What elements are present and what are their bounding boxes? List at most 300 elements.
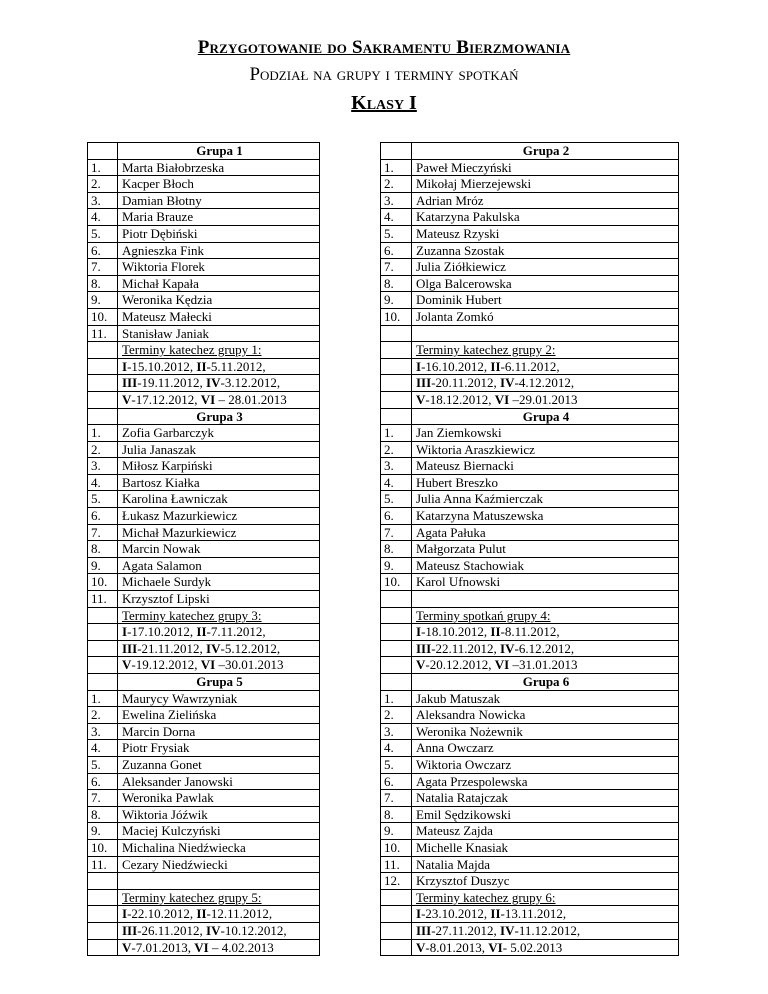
empty-cell [381, 657, 412, 674]
column-gap [320, 358, 381, 375]
table-row [88, 275, 679, 292]
table-row [88, 707, 679, 724]
table-row [88, 574, 679, 591]
member-name: Wiktoria Owczarz [412, 756, 679, 773]
member-number: 12. [381, 873, 412, 890]
terms-line [412, 640, 679, 657]
member-name: Krzysztof Duszyc [412, 873, 679, 890]
member-number: 11. [381, 856, 412, 873]
member-number: 6. [88, 773, 118, 790]
member-number: 6. [88, 242, 118, 259]
table-row [88, 159, 679, 176]
group-title: Grupa 4 [412, 408, 679, 425]
table-row [88, 690, 679, 707]
member-number: 7. [88, 790, 118, 807]
member-number: 2. [381, 441, 412, 458]
term-date: -11.12.2012, [514, 922, 581, 938]
member-name: Karol Ufnowski [412, 574, 679, 591]
terms-line [412, 939, 679, 956]
empty-cell [88, 607, 118, 624]
column-gap [320, 143, 381, 160]
term-roman-numeral: IV [206, 375, 221, 391]
member-name: Małgorzata Pulut [412, 541, 679, 558]
column-gap [320, 292, 381, 309]
term-date: -17.12.2012, [131, 391, 201, 407]
column-gap [320, 557, 381, 574]
term-roman-numeral: VI [494, 657, 510, 673]
empty-cell [381, 607, 412, 624]
column-gap [320, 657, 381, 674]
member-number: 1. [88, 690, 118, 707]
group-header-spacer [88, 674, 118, 691]
member-name: Wiktoria Araszkiewicz [412, 441, 679, 458]
term-date: -18.10.2012, [421, 624, 491, 640]
table-row [88, 640, 679, 657]
member-number: 3. [381, 723, 412, 740]
member-name: Agata Pałuka [412, 524, 679, 541]
column-gap [320, 391, 381, 408]
table-row [88, 889, 679, 906]
terms-label: Terminy spotkań grupy 4: [412, 607, 679, 624]
member-number: 3. [88, 458, 118, 475]
member-number: 9. [88, 823, 118, 840]
column-gap [320, 541, 381, 558]
member-number: 5. [88, 225, 118, 242]
empty-cell [88, 906, 118, 923]
member-name: Damian Błotny [118, 192, 320, 209]
table-row [88, 873, 679, 890]
column-gap [320, 790, 381, 807]
column-gap [320, 922, 381, 939]
member-name: Mikołaj Mierzejewski [412, 176, 679, 193]
empty-cell [381, 624, 412, 641]
column-gap [320, 259, 381, 276]
empty-cell [88, 342, 118, 359]
member-name: Weronika Kędzia [118, 292, 320, 309]
member-name: Natalia Majda [412, 856, 679, 873]
term-roman-numeral: VI [488, 939, 503, 955]
member-number: 4. [381, 209, 412, 226]
column-gap [320, 756, 381, 773]
table-row [88, 342, 679, 359]
term-roman-numeral: III [122, 375, 138, 391]
member-name: Krzysztof Lipski [118, 591, 320, 608]
column-gap [320, 624, 381, 641]
terms-line [118, 624, 320, 641]
member-name: Aleksandra Nowicka [412, 707, 679, 724]
member-number: 5. [381, 491, 412, 508]
member-number: 4. [381, 474, 412, 491]
term-date: -21.11.2012, [137, 640, 207, 656]
terms-line [412, 375, 679, 392]
member-number: 7. [381, 524, 412, 541]
table-row [88, 541, 679, 558]
term-date: -6.12.2012, [514, 640, 575, 656]
term-date: -19.11.2012, [137, 375, 207, 391]
member-name: Jan Ziemkowski [412, 425, 679, 442]
table-row [88, 308, 679, 325]
table-row [88, 143, 679, 160]
group-title: Grupa 1 [118, 143, 320, 160]
terms-line [412, 922, 679, 939]
term-date: -22.11.2012, [431, 640, 501, 656]
term-roman-numeral: II [490, 906, 501, 922]
table-row [88, 922, 679, 939]
member-number: 2. [381, 176, 412, 193]
group-header-spacer [381, 408, 412, 425]
member-name: Mateusz Małecki [118, 308, 320, 325]
term-date: -22.10.2012, [127, 906, 197, 922]
member-name: Anna Owczarz [412, 740, 679, 757]
term-roman-numeral: II [196, 624, 207, 640]
term-roman-numeral: III [416, 375, 432, 391]
term-date: -26.11.2012, [137, 922, 207, 938]
member-name: Katarzyna Matuszewska [412, 508, 679, 525]
column-gap [320, 939, 381, 956]
member-number: 1. [381, 159, 412, 176]
term-date: -4.12.2012, [514, 375, 575, 391]
term-date: – 28.01.2013 [215, 391, 287, 407]
term-date: – 4.02.2013 [208, 939, 274, 955]
member-name: Zuzanna Szostak [412, 242, 679, 259]
table-row [88, 740, 679, 757]
member-number: 2. [88, 707, 118, 724]
member-name: Kacper Błoch [118, 176, 320, 193]
member-number: 9. [381, 557, 412, 574]
member-number: 2. [88, 176, 118, 193]
terms-line [118, 939, 320, 956]
term-roman-numeral: IV [500, 375, 515, 391]
term-date: -23.10.2012, [421, 906, 491, 922]
member-number: 8. [381, 806, 412, 823]
table-row [88, 773, 679, 790]
member-number: 5. [381, 225, 412, 242]
group-header-spacer [88, 143, 118, 160]
column-gap [320, 690, 381, 707]
empty-cell [381, 906, 412, 923]
term-date: -20.11.2012, [431, 375, 501, 391]
column-gap [320, 856, 381, 873]
empty-cell [381, 640, 412, 657]
table-row [88, 906, 679, 923]
column-gap [320, 408, 381, 425]
group-title: Grupa 3 [118, 408, 320, 425]
member-number: 10. [381, 308, 412, 325]
member-name: Adrian Mróz [412, 192, 679, 209]
column-gap [320, 425, 381, 442]
member-number: 11. [88, 856, 118, 873]
term-roman-numeral: IV [500, 640, 515, 656]
member-number: 7. [381, 259, 412, 276]
term-date: -3.12.2012, [220, 375, 281, 391]
column-gap [320, 242, 381, 259]
table-row [88, 806, 679, 823]
member-name: Stanisław Janiak [118, 325, 320, 342]
table-row [88, 425, 679, 442]
member-number: 10. [381, 839, 412, 856]
term-roman-numeral: V [122, 657, 132, 673]
column-gap [320, 889, 381, 906]
column-gap [320, 275, 381, 292]
terms-line [412, 657, 679, 674]
member-number: 9. [381, 292, 412, 309]
empty-cell [88, 358, 118, 375]
term-roman-numeral: VI [194, 939, 209, 955]
empty-cell [412, 591, 679, 608]
member-name: Bartosz Kiałka [118, 474, 320, 491]
term-roman-numeral: III [122, 640, 138, 656]
terms-line [118, 375, 320, 392]
member-name: Agata Salamon [118, 557, 320, 574]
member-name: Mateusz Zajda [412, 823, 679, 840]
empty-cell [381, 342, 412, 359]
member-name: Piotr Frysiak [118, 740, 320, 757]
member-number: 1. [88, 159, 118, 176]
member-name: Marta Białobrzeska [118, 159, 320, 176]
group-title: Grupa 5 [118, 674, 320, 691]
table-row [88, 292, 679, 309]
table-row [88, 474, 679, 491]
terms-label: Terminy katechez grupy 1: [118, 342, 320, 359]
member-number: 8. [381, 541, 412, 558]
class-label: Klasy I [351, 92, 417, 114]
empty-cell [381, 922, 412, 939]
member-name: Olga Balcerowska [412, 275, 679, 292]
empty-cell [118, 873, 320, 890]
column-gap [320, 491, 381, 508]
empty-cell [381, 939, 412, 956]
column-gap [320, 773, 381, 790]
column-gap [320, 441, 381, 458]
member-name: Michelle Knasiak [412, 839, 679, 856]
member-name: Julia Anna Kaźmierczak [412, 491, 679, 508]
group-header-spacer [381, 143, 412, 160]
member-name: Mateusz Rzyski [412, 225, 679, 242]
member-name: Hubert Breszko [412, 474, 679, 491]
terms-line [412, 391, 679, 408]
group-title: Grupa 2 [412, 143, 679, 160]
term-date: -10.12.2012, [220, 922, 287, 938]
table-row [88, 823, 679, 840]
column-gap [320, 906, 381, 923]
table-row [88, 607, 679, 624]
terms-line [118, 640, 320, 657]
member-name: Wiktoria Florek [118, 259, 320, 276]
member-name: Weronika Nożewnik [412, 723, 679, 740]
member-number: 3. [381, 192, 412, 209]
empty-cell [381, 391, 412, 408]
terms-line [118, 657, 320, 674]
term-roman-numeral: IV [500, 922, 515, 938]
table-row [88, 508, 679, 525]
group-header-spacer [88, 408, 118, 425]
term-date: -5.11.2012, [206, 358, 266, 374]
column-gap [320, 823, 381, 840]
member-name: Jolanta Zomkó [412, 308, 679, 325]
term-roman-numeral: III [416, 922, 432, 938]
term-roman-numeral: II [490, 624, 501, 640]
member-name: Maciej Kulczyński [118, 823, 320, 840]
member-number: 6. [381, 242, 412, 259]
terms-label: Terminy katechez grupy 2: [412, 342, 679, 359]
empty-cell [381, 375, 412, 392]
member-name: Miłosz Karpiński [118, 458, 320, 475]
term-roman-numeral: I [122, 624, 128, 640]
member-name: Michaele Surdyk [118, 574, 320, 591]
member-number: 9. [88, 292, 118, 309]
term-date: -27.11.2012, [431, 922, 501, 938]
member-name: Paweł Mieczyński [412, 159, 679, 176]
empty-cell [88, 624, 118, 641]
column-gap [320, 640, 381, 657]
document-title: Przygotowanie do Sakramentu Bierzmowania [197, 37, 571, 58]
member-number: 10. [88, 574, 118, 591]
member-number: 3. [88, 192, 118, 209]
terms-line [118, 358, 320, 375]
term-roman-numeral: III [416, 640, 432, 656]
table-row [88, 624, 679, 641]
member-name: Michalina Niedźwiecka [118, 839, 320, 856]
table-row [88, 391, 679, 408]
member-number: 9. [88, 557, 118, 574]
term-roman-numeral: II [490, 358, 501, 374]
empty-cell [88, 873, 118, 890]
term-roman-numeral: II [196, 906, 207, 922]
column-gap [320, 723, 381, 740]
member-number: 11. [88, 591, 118, 608]
term-date: –29.01.2013 [509, 391, 578, 407]
member-name: Cezary Niedźwiecki [118, 856, 320, 873]
terms-line [118, 906, 320, 923]
table-row [88, 856, 679, 873]
table-row [88, 591, 679, 608]
member-number: 4. [88, 740, 118, 757]
member-number: 5. [88, 756, 118, 773]
empty-cell [381, 889, 412, 906]
term-roman-numeral: V [416, 939, 426, 955]
term-date: -8.01.2013, [425, 939, 489, 955]
column-gap [320, 458, 381, 475]
member-name: Mateusz Stachowiak [412, 557, 679, 574]
column-gap [320, 159, 381, 176]
term-date: -12.11.2012, [206, 906, 273, 922]
term-date: -7.11.2012, [206, 624, 266, 640]
column-gap [320, 707, 381, 724]
term-date: -15.10.2012, [127, 358, 197, 374]
member-number: 4. [88, 474, 118, 491]
member-number: 1. [88, 425, 118, 442]
member-number: 8. [88, 541, 118, 558]
groups-table [87, 142, 679, 956]
member-name: Weronika Pawlak [118, 790, 320, 807]
term-roman-numeral: I [416, 624, 422, 640]
term-date: -19.12.2012, [131, 657, 201, 673]
empty-cell [412, 325, 679, 342]
term-roman-numeral: V [416, 391, 426, 407]
empty-cell [88, 640, 118, 657]
member-name: Karolina Ławniczak [118, 491, 320, 508]
member-number: 8. [88, 806, 118, 823]
empty-cell [88, 889, 118, 906]
member-number: 10. [88, 308, 118, 325]
table-row [88, 657, 679, 674]
table-row [88, 839, 679, 856]
member-number: 10. [88, 839, 118, 856]
member-number: 6. [381, 773, 412, 790]
term-date: -7.01.2013, [131, 939, 195, 955]
empty-cell [88, 922, 118, 939]
group-header-spacer [381, 674, 412, 691]
member-number: 6. [88, 508, 118, 525]
member-name: Maurycy Wawrzyniak [118, 690, 320, 707]
empty-cell [88, 375, 118, 392]
column-gap [320, 839, 381, 856]
table-row [88, 524, 679, 541]
member-name: Julia Ziółkiewicz [412, 259, 679, 276]
member-number: 10. [381, 574, 412, 591]
member-number: 5. [381, 756, 412, 773]
term-roman-numeral: V [122, 391, 132, 407]
group-title: Grupa 6 [412, 674, 679, 691]
column-gap [320, 209, 381, 226]
table-row [88, 225, 679, 242]
empty-cell [88, 657, 118, 674]
terms-line [412, 358, 679, 375]
member-name: Zuzanna Gonet [118, 756, 320, 773]
term-date: –30.01.2013 [215, 657, 284, 673]
term-roman-numeral: VI [494, 391, 510, 407]
member-name: Julia Janaszak [118, 441, 320, 458]
column-gap [320, 873, 381, 890]
term-roman-numeral: I [122, 358, 128, 374]
term-roman-numeral: IV [206, 922, 221, 938]
member-number: 6. [381, 508, 412, 525]
member-number: 8. [88, 275, 118, 292]
column-gap [320, 524, 381, 541]
member-number: 3. [88, 723, 118, 740]
column-gap [320, 607, 381, 624]
term-roman-numeral: VI [200, 391, 216, 407]
member-number: 7. [88, 259, 118, 276]
document-header [0, 36, 768, 116]
member-number: 2. [381, 707, 412, 724]
document-subtitle: Podział na grupy i terminy spotkań [249, 64, 519, 85]
column-gap [320, 674, 381, 691]
term-date: -16.10.2012, [421, 358, 491, 374]
member-number: 7. [381, 790, 412, 807]
table-row [88, 491, 679, 508]
member-name: Natalia Ratajczak [412, 790, 679, 807]
table-row [88, 325, 679, 342]
terms-line [118, 391, 320, 408]
table-row [88, 939, 679, 956]
column-gap [320, 308, 381, 325]
term-roman-numeral: VI [200, 657, 216, 673]
member-name: Katarzyna Pakulska [412, 209, 679, 226]
column-gap [320, 591, 381, 608]
column-gap [320, 176, 381, 193]
term-date: –31.01.2013 [509, 657, 578, 673]
member-name: Aleksander Janowski [118, 773, 320, 790]
term-date: -18.12.2012, [425, 391, 495, 407]
column-gap [320, 508, 381, 525]
term-date: -5.12.2012, [220, 640, 281, 656]
empty-cell [88, 939, 118, 956]
table-row [88, 408, 679, 425]
member-number: 4. [88, 209, 118, 226]
column-gap [320, 192, 381, 209]
terms-line [118, 922, 320, 939]
